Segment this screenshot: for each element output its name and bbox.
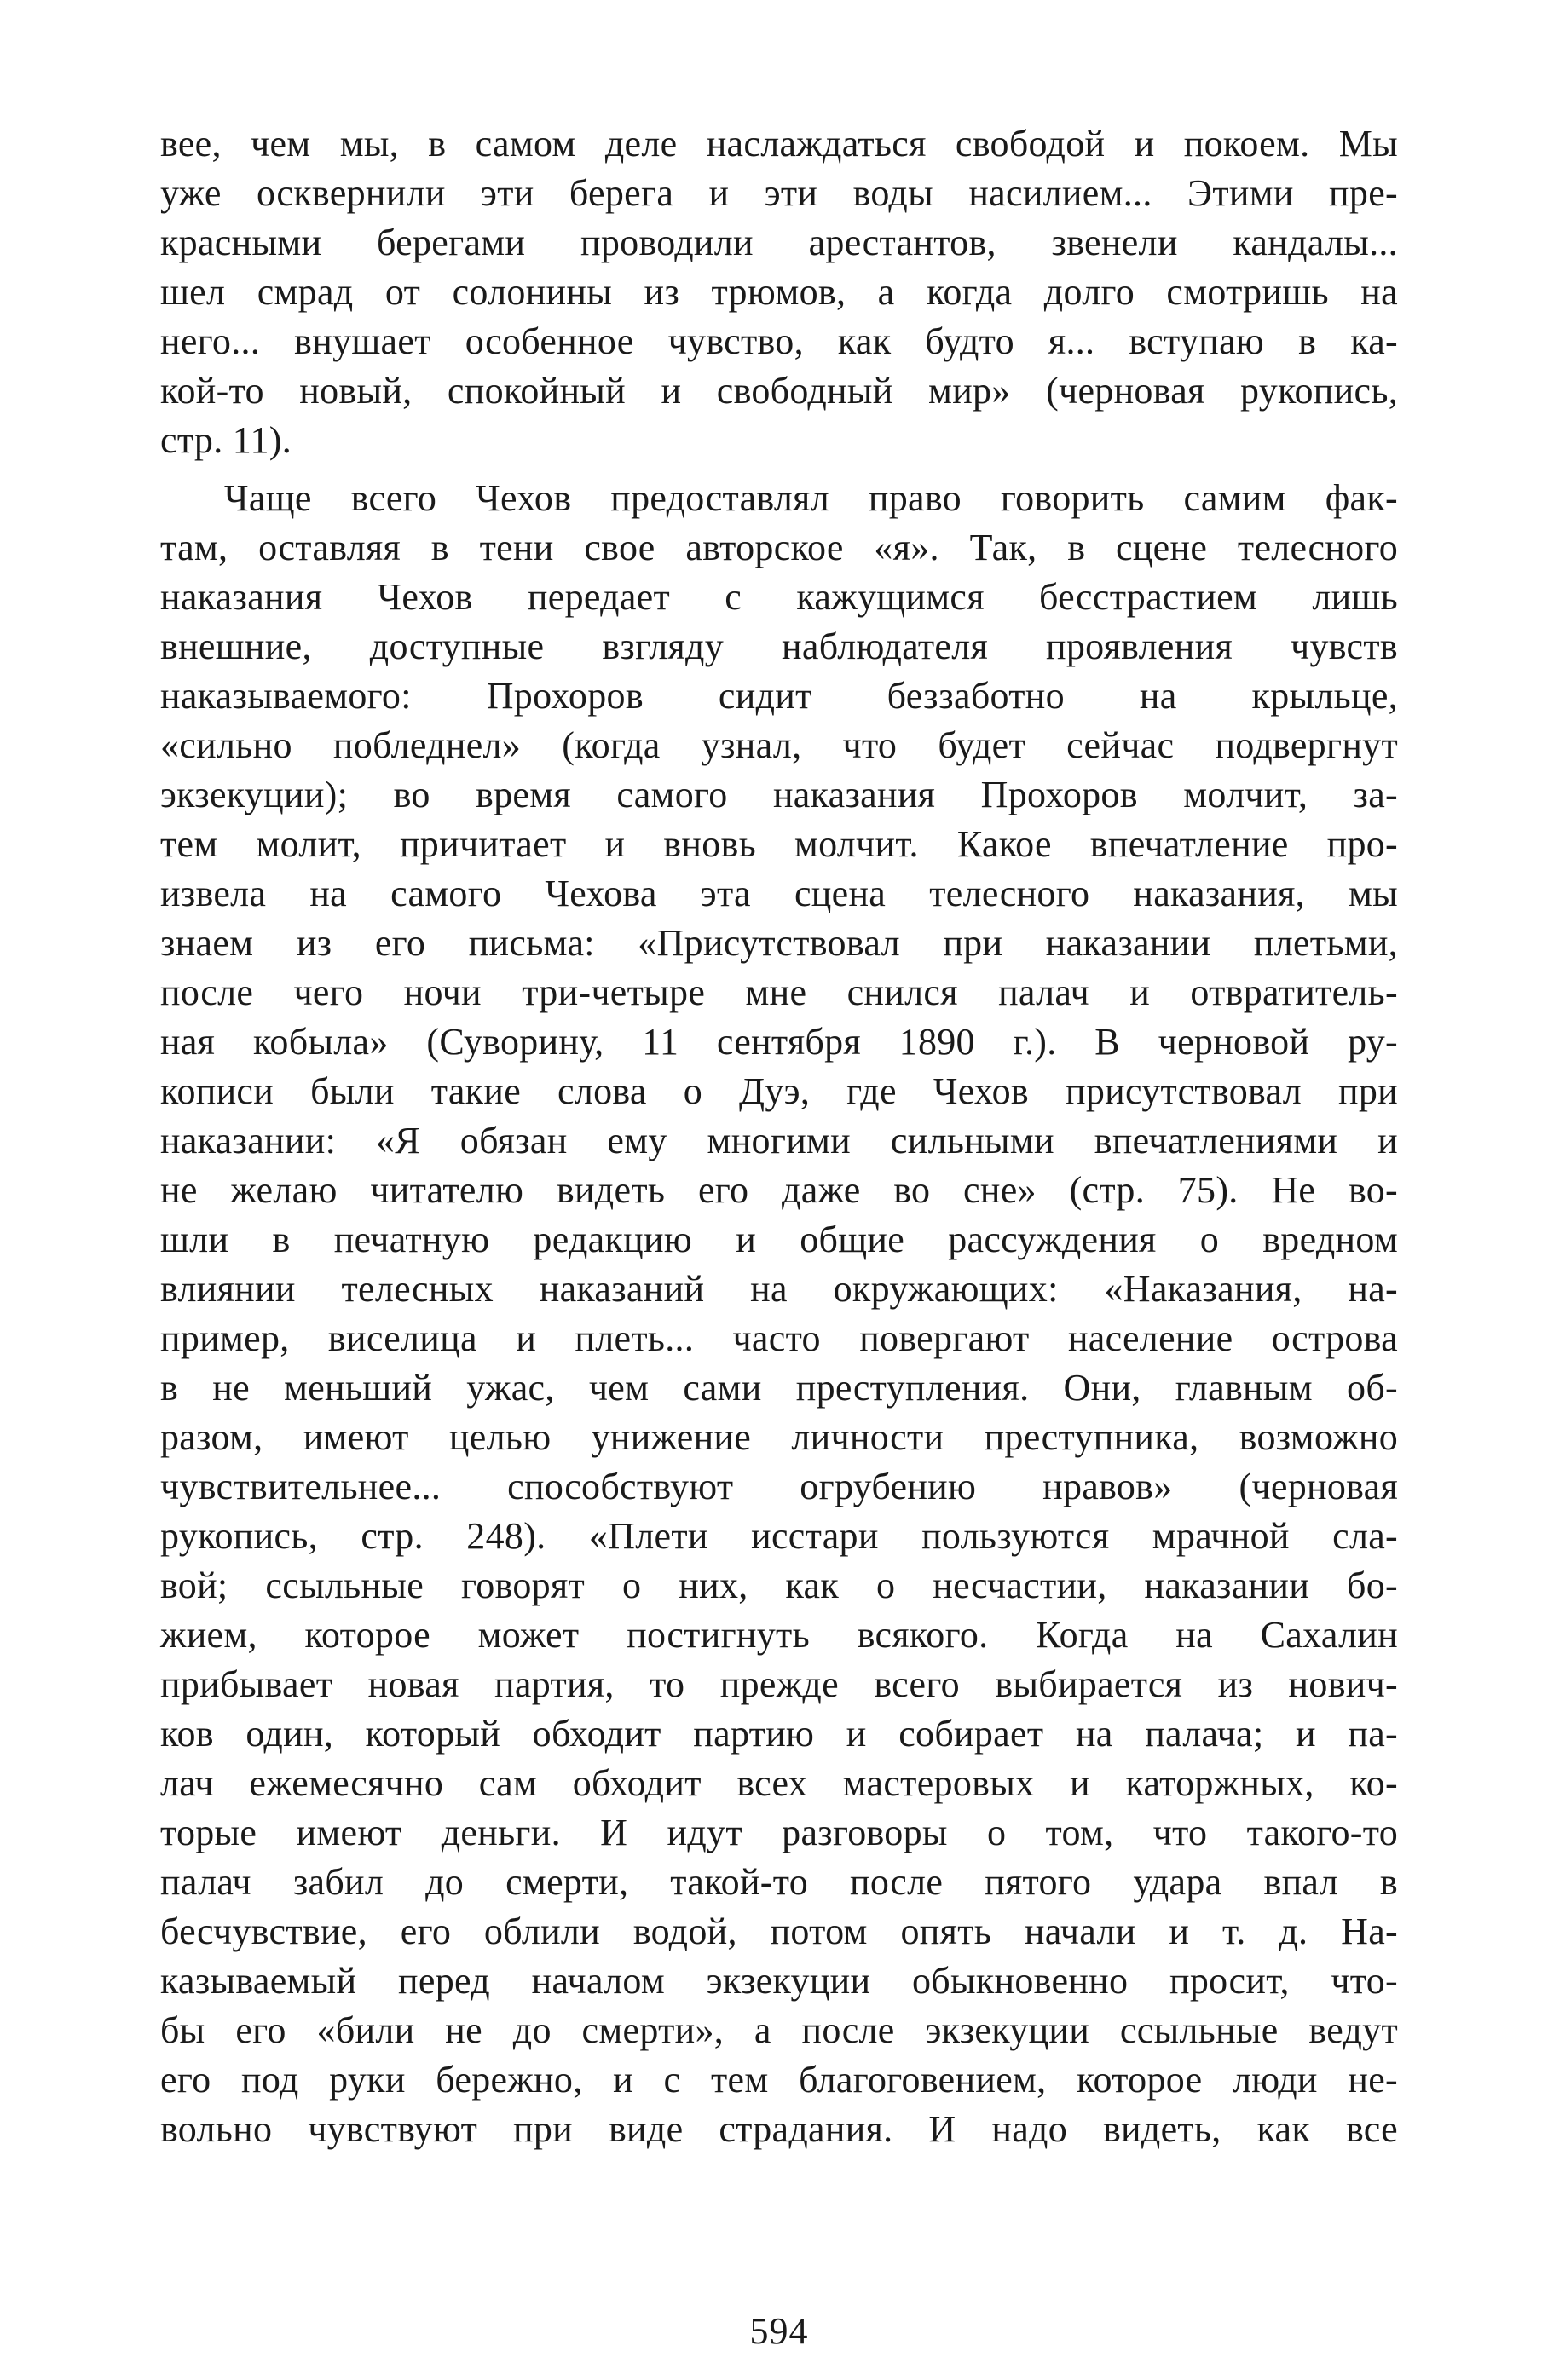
text-line: уже осквернили эти берега и эти воды насилием... Этими пре-	[160, 172, 1398, 214]
text-line: палач забил до смерти, такой-то после пятого удара впал в	[160, 1861, 1398, 1903]
text-line: бы его «били не до смерти», а после экзекуции ссыльные ведут	[160, 2009, 1398, 2051]
page-number: 594	[749, 2310, 809, 2352]
text-line: после чего ночи три-четыре мне снился палач и отвратитель-	[160, 971, 1398, 1013]
text-line: «сильно побледнел» (когда узнал, что будет сейчас подвергнут	[160, 724, 1398, 766]
text-line: экзекуции); во время самого наказания Прохоров молчит, за-	[160, 774, 1398, 815]
text-line: наказываемого: Прохоров сидит беззаботно на крыльце,	[160, 675, 1398, 717]
text-line: тем молит, причитает и вновь молчит. Какое впечатление про-	[160, 823, 1398, 865]
text-line: красными берегами проводили арестантов, звенели кандалы...	[160, 222, 1398, 263]
text-line: чувствительнее... способствуют огрубению нравов» (черновая	[160, 1466, 1398, 1507]
text-line: бесчувствие, его облили водой, потом опять начали и т. д. На-	[160, 1910, 1398, 1952]
text-line: разом, имеют целью унижение личности преступника, возможно	[160, 1416, 1398, 1458]
text-line: пример, виселица и плеть... часто повергают население острова	[160, 1317, 1398, 1359]
text-line: вой; ссыльные говорят о них, как о несчастии, наказании бо-	[160, 1565, 1398, 1606]
text-line: рукопись, стр. 248). «Плети исстари пользуются мрачной сла-	[160, 1515, 1398, 1557]
text-line: там, оставляя в тени свое авторское «я». Так, в сцене телесного	[160, 527, 1398, 568]
book-page	[160, 119, 1398, 2352]
text-line: кописи были такие слова о Дуэ, где Чехов присутствовал при	[160, 1070, 1398, 1112]
paragraph-continuation	[160, 119, 1398, 465]
text-line: извела на самого Чехова эта сцена телесного наказания, мы	[160, 873, 1398, 914]
text-line: влиянии телесных наказаний на окружающих: «Наказания, на-	[160, 1268, 1398, 1310]
text-line: наказания Чехов передает с кажущимся бесстрастием лишь	[160, 576, 1398, 618]
text-line: ная кобыла» (Суворину, 11 сентября 1890 г.). В черновой ру-	[160, 1021, 1398, 1063]
text-line: жием, которое может постигнуть всякого. Когда на Сахалин	[160, 1614, 1398, 1656]
text-line: шел смрад от солонины из трюмов, а когда долго смотришь на	[160, 271, 1398, 313]
text-line: кой-то новый, спокойный и свободный мир» (черновая рукопись,	[160, 370, 1398, 412]
text-line: не желаю читателю видеть его даже во сне» (стр. 75). Не во-	[160, 1169, 1398, 1211]
text-line: в не меньший ужас, чем сами преступления. Они, главным об-	[160, 1367, 1398, 1409]
text-line: него... внушает особенное чувство, как будто я... вступаю в ка-	[160, 320, 1398, 362]
text-line: стр. 11).	[160, 419, 292, 461]
text-line: прибывает новая партия, то прежде всего выбирается из нович-	[160, 1663, 1398, 1705]
text-line: вольно чувствуют при виде страдания. И надо видеть, как все	[160, 2108, 1398, 2150]
text-line: знаем из его письма: «Присутствовал при наказании плетьми,	[160, 922, 1398, 964]
paragraph-main	[160, 474, 1398, 2154]
text-line: наказании: «Я обязан ему многими сильными впечатлениями и	[160, 1120, 1398, 1161]
text-line: шли в печатную редакцию и общие рассуждения о вредном	[160, 1219, 1398, 1260]
text-line: ков один, который обходит партию и собирает на палача; и па-	[160, 1713, 1398, 1755]
text-line: вее, чем мы, в самом деле наслаждаться свободой и покоем. Мы	[160, 123, 1398, 164]
text-line: лач ежемесячно сам обходит всех мастеровых и каторжных, ко-	[160, 1762, 1398, 1804]
text-line: Чаще всего Чехов предоставлял право говорить самим фак-	[224, 477, 1398, 519]
text-line: торые имеют деньги. И идут разговоры о том, что такого-то	[160, 1812, 1398, 1853]
text-line: казываемый перед началом экзекуции обыкновенно просит, что-	[160, 1960, 1398, 2002]
text-line: его под руки бережно, и с тем благоговением, которое люди не-	[160, 2059, 1398, 2101]
text-line: внешние, доступные взгляду наблюдателя проявления чувств	[160, 625, 1398, 667]
